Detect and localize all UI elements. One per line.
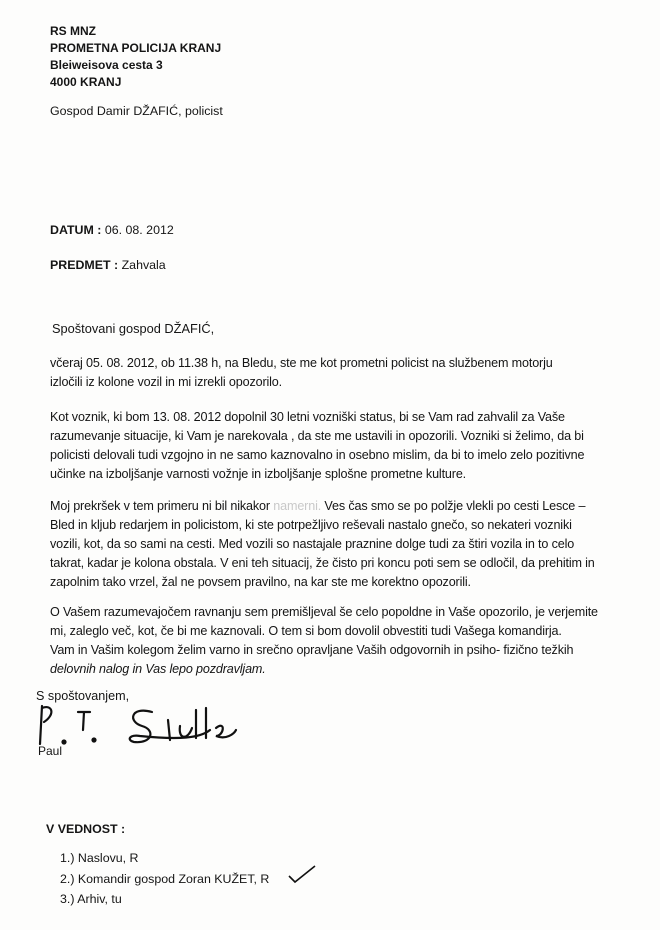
text-line: včeraj 05. 08. 2012, ob 11.38 h, na Bledu, ste me kot prometni policist na službenem motorju xyxy=(50,356,553,370)
text-line: Vam in Vašim kolegom želim varno in srečno opravljane Vaših odgovornih in psiho- fizično težkih xyxy=(50,643,574,657)
text-line: zapolnim tako vrzel, žal ne povsem pravilno, na kar ste me korektno opozorili. xyxy=(50,575,471,589)
subject-line xyxy=(50,258,166,272)
text-line: Bled in kljub redarjem in policistom, ki ste potrpežljivo reševali nastalo gnečo, so nekateri vozniki xyxy=(50,518,572,532)
sender-address xyxy=(50,23,221,91)
closing: S spoštovanjem, xyxy=(36,689,130,703)
date-value: 06. 08. 2012 xyxy=(104,223,174,237)
text-line: delovnih nalog in Vas lepo pozdravljam. xyxy=(50,662,266,676)
text-fragment: Moj prekršek v tem primeru ni bil nikakor xyxy=(50,499,274,513)
cc-item: 3.) Arhiv, tu xyxy=(60,892,122,906)
signature-name: Paul xyxy=(38,744,63,758)
date-line xyxy=(50,223,174,237)
sender-line: RS MNZ xyxy=(50,24,96,38)
recipient: Gospod Damir DŽAFIĆ, policist xyxy=(50,104,223,118)
paragraph-1 xyxy=(50,354,650,392)
date-label: DATUM : xyxy=(50,223,102,237)
cc-list xyxy=(60,848,269,910)
paragraph-2 xyxy=(50,408,650,484)
text-line: O Vašem razumevajočem ravnanju sem premišljeval še celo popoldne in Vaše opozorilo, je verjemite xyxy=(50,605,598,619)
paragraph-3 xyxy=(50,497,650,592)
text-line: izločili iz kolone vozil in mi izrekli opozorilo. xyxy=(50,375,283,389)
text-line xyxy=(50,497,650,516)
cc-item: 1.) Naslovu, R xyxy=(60,851,139,865)
sender-line: 4000 KRANJ xyxy=(50,75,122,89)
faded-text: namerni. xyxy=(273,499,322,513)
salutation: Spoštovani gospod DŽAFIĆ, xyxy=(52,321,215,336)
text-line: razumevanje situacije, ki Vam je narekovala , da ste me ustavili in opozorili. Vozniki si želimo, da bi xyxy=(50,429,584,443)
cc-label: V VEDNOST : xyxy=(46,822,126,836)
text-line: učinke na izboljšanje varnosti vožnje in izboljšanje splošne prometne kulture. xyxy=(50,467,467,481)
sender-line: Bleiweisova cesta 3 xyxy=(50,58,163,72)
text-fragment: Ves čas smo se po polžje vlekli po cesti Lesce – xyxy=(321,499,586,513)
text-line: vozili, kot, da so sami na cesti. Med vozili so nastajale praznine dolge tudi za štiri vozila in to celo xyxy=(50,537,575,551)
cc-item: 2.) Komandir gospod Zoran KUŽET, R xyxy=(60,871,270,886)
subject-label: PREDMET : xyxy=(50,258,119,272)
text-line: Kot voznik, ki bom 13. 08. 2012 dopolnil 30 letni vozniški status, bi se Vam rad zahvalil za Vaše xyxy=(50,410,565,424)
text-line: mi, zaleglo več, kot, če bi me kaznovali. O tem si bom dovolil obvestiti tudi Vašega komandirja. xyxy=(50,624,562,638)
checkmark-icon xyxy=(287,864,317,884)
text-line: takrat, kadar je kolona obstala. V eni teh situacij, že čisto pri koncu poti sem se odločil, da prehitim in xyxy=(50,556,595,570)
text-line: policisti delovali tudi vzgojno in ne samo kaznovalno in osebno mislim, da bi to imelo zelo pozitivne xyxy=(50,448,585,462)
signature xyxy=(30,700,270,750)
paragraph-4 xyxy=(50,603,650,679)
subject-value: Zahvala xyxy=(121,258,166,272)
sender-line: PROMETNA POLICIJA KRANJ xyxy=(50,41,222,55)
